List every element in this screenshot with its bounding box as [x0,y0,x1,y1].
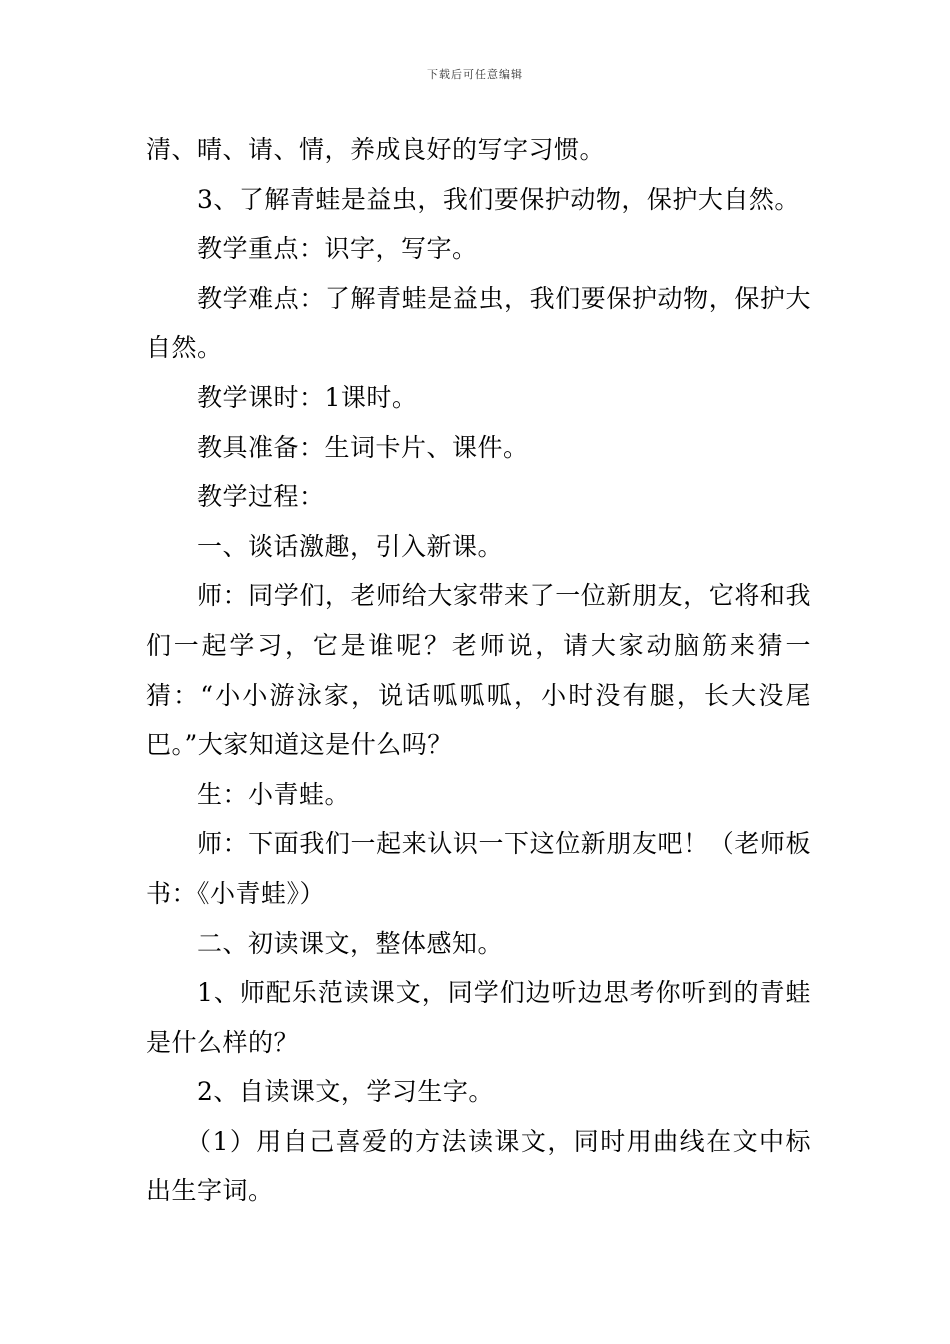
paragraph: 生：小青蛙。 [197,779,351,809]
paragraph: 二、初读课文，整体感知。 [197,928,504,958]
paragraph: 清、晴、请、情，养成良好的写字习惯。 [146,135,606,164]
paragraph: （1）用自己喜爱的方法读课文，同时用曲线在文中标出生字词。 [146,1126,811,1206]
paragraph: 教学过程： [197,482,325,512]
paragraph: 师：下面我们一起来认识一下这位新朋友吧！（老师板书：《小青蛙》） [146,829,811,908]
paragraph: 一、谈话激趣，引入新课。 [197,531,504,561]
paragraph: 1、师配乐范读课文，同学们边听边思考你听到的青蛙是什么样的？ [146,978,811,1057]
document-body [146,125,811,1216]
paragraph: 教学难点：了解青蛙是益虫，我们要保护动物，保护大自然。 [146,283,811,363]
paragraph: 3、了解青蛙是益虫，我们要保护动物，保护大自然。 [197,184,800,214]
paragraph: 教具准备：生词卡片、课件。 [197,432,529,462]
paragraph: 教学重点：识字，写字。 [197,234,478,264]
page-header: 下载后可任意编辑 [427,68,523,81]
paragraph: 教学课时：1课时。 [197,382,418,412]
paragraph: 2、自读课文，学习生字。 [197,1077,494,1107]
paragraph: 师：同学们，老师给大家带来了一位新朋友，它将和我们一起学习，它是谁呢？老师说，请大家动脑筋来猜一猜：“小小游泳家，说话呱呱呱，小时没有腿，长大没尾巴。”大家知道这是什么吗？ [146,581,811,760]
